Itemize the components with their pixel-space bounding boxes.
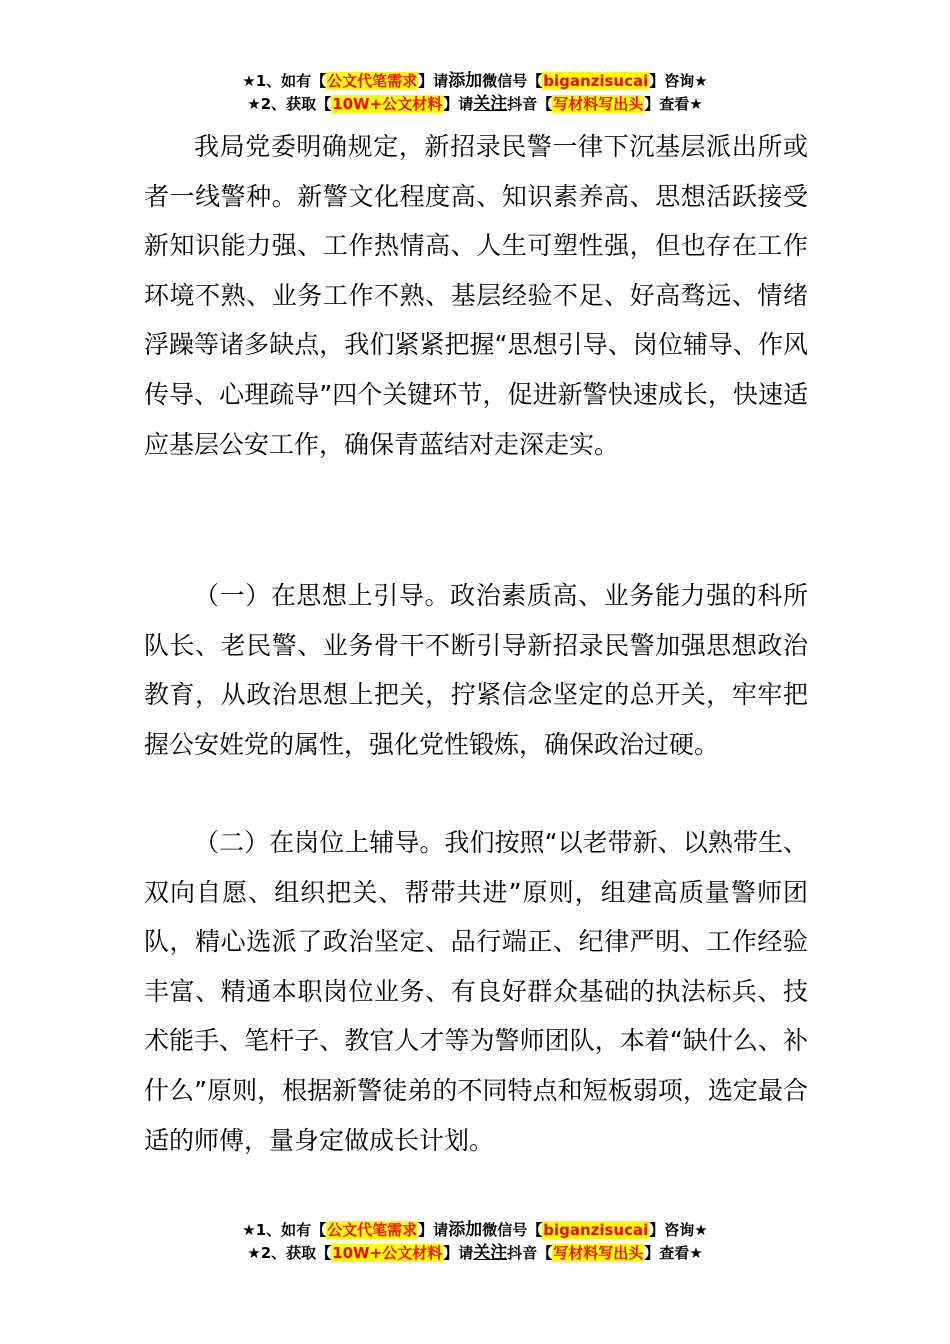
star-icon: ★	[247, 95, 261, 113]
banner-text: 】请	[418, 72, 449, 90]
paragraph-ideological-guidance: （一）在思想上引导。政治素质高、业务能力强的科所队长、老民警、业务骨干不断引导新招录民警加强思想政治教育，从政治思想上把关，拧紧信念坚定的总开关，牢牢把握公安姓党的属性，强化党性锻炼，确保政治过硬。	[144, 581, 808, 759]
star-icon: ★	[242, 1221, 256, 1239]
banner-text: 】请	[443, 1244, 474, 1262]
banner-text: 抖音【	[507, 1244, 553, 1262]
banner-emphasis: 添加	[448, 71, 483, 91]
banner-text: 抖音【	[507, 95, 553, 113]
header-banner-line-1	[0, 70, 950, 93]
banner-highlight: 10W+公文材料	[332, 1244, 443, 1262]
banner-text: 】请	[443, 95, 474, 113]
banner-text: 】咨询	[649, 72, 695, 90]
banner-highlight: biganzisucai	[543, 1221, 649, 1239]
banner-text: 】咨询	[649, 1221, 695, 1239]
banner-highlight: 10W+公文材料	[332, 95, 443, 113]
banner-text: 微信号【	[482, 72, 543, 90]
star-icon: ★	[694, 1221, 708, 1239]
banner-text: 】请	[418, 1221, 449, 1239]
paragraph-intro: 我局党委明确规定，新招录民警一律下沉基层派出所或者一线警种。新警文化程度高、知识素养高、思想活跃接受新知识能力强、工作热情高、人生可塑性强，但也存在工作环境不熟、业务工作不熟、基层经验不足、好高骛远、情绪浮躁等诸多缺点，我们紧紧把握“思想引导、岗位辅导、作风传导、心理疏导”四个关键环节，促进新警快速成长，快速适应基层公安工作，确保青蓝结对走深走实。	[144, 132, 808, 459]
star-icon: ★	[242, 72, 256, 90]
banner-highlight: 公文代笔需求	[327, 72, 418, 90]
star-icon: ★	[689, 1244, 703, 1262]
banner-text: 1、如有【	[255, 1221, 327, 1239]
header-banner-line-2	[0, 93, 950, 116]
paragraph-post-mentoring: （二）在岗位上辅导。我们按照“以老带新、以熟带生、双向自愿、组织把关、帮带共进”原则，组建高质量警师团队，精心选派了政治坚定、品行端正、纪律严明、工作经验丰富、精通本职岗位业务、有良好群众基础的执法标兵、技术能手、笔杆子、教官人才等为警师团队，本着“缺什么、补什么”原则，根据新警徒弟的不同特点和短板弱项，选定最合适的师傅，量身定做成长计划。	[144, 828, 808, 1155]
banner-highlight: biganzisucai	[543, 72, 649, 90]
footer-banner	[0, 1219, 950, 1265]
banner-text: 2、获取【	[260, 95, 332, 113]
banner-text: 】查看	[644, 95, 690, 113]
header-banner	[0, 70, 950, 116]
star-icon: ★	[694, 72, 708, 90]
banner-emphasis: 关注	[473, 1243, 508, 1263]
banner-highlight: 公文代笔需求	[327, 1221, 418, 1239]
banner-emphasis: 关注	[473, 94, 508, 114]
footer-banner-line-1	[0, 1219, 950, 1242]
banner-highlight: 写材料写出头	[553, 95, 644, 113]
banner-highlight: 写材料写出头	[553, 1244, 644, 1262]
banner-text: 】查看	[644, 1244, 690, 1262]
footer-banner-line-2	[0, 1242, 950, 1265]
star-icon: ★	[247, 1244, 261, 1262]
star-icon: ★	[689, 95, 703, 113]
banner-text: 2、获取【	[260, 1244, 332, 1262]
banner-text: 微信号【	[482, 1221, 543, 1239]
banner-emphasis: 添加	[448, 1220, 483, 1240]
banner-text: 1、如有【	[255, 72, 327, 90]
